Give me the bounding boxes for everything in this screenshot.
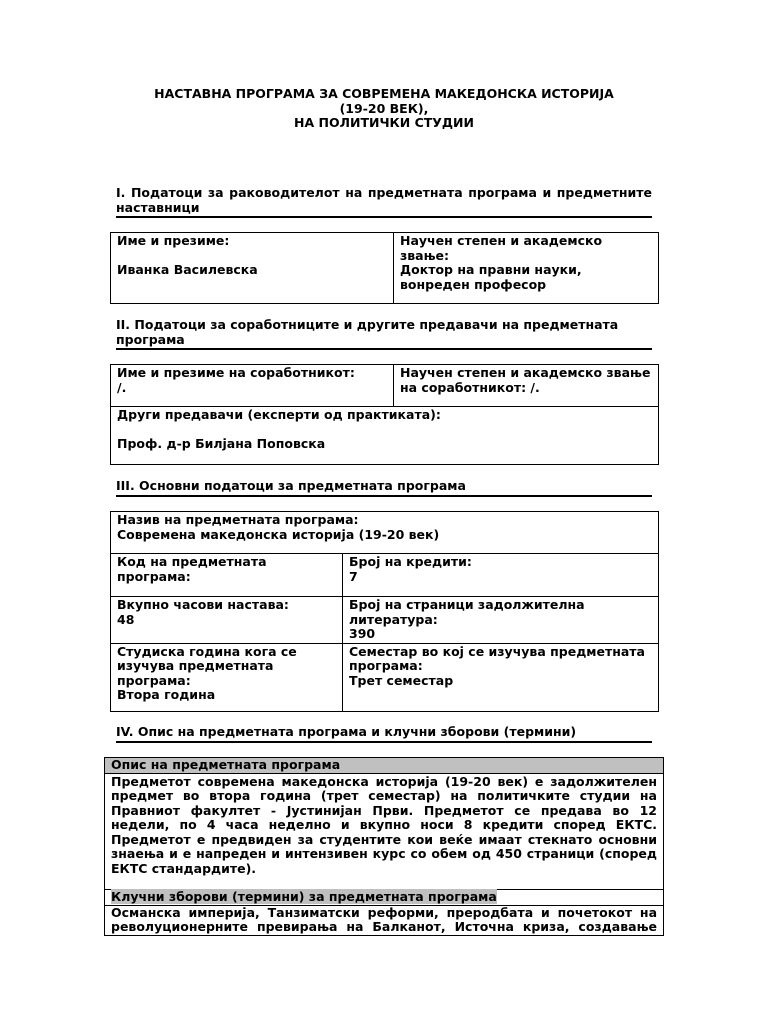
section-1-table <box>110 232 659 304</box>
pages-cell <box>343 597 659 644</box>
section-4-heading: IV. Опис на предметната програма и клучни зборови (термини) <box>116 725 652 743</box>
description-label: Опис на предметната програма <box>111 757 341 772</box>
credits-cell <box>343 554 659 597</box>
lead-name-value: Иванка Василевска <box>117 261 258 277</box>
hours-cell <box>111 597 343 644</box>
hours-label: Вкупно часови настава: <box>117 597 289 612</box>
section-4-table <box>104 757 664 936</box>
pages-label: Број на страници задолжителна литература: <box>349 597 585 627</box>
collab-degree-label: Научен степен и академско звање на соработникот: /. <box>400 365 651 395</box>
semester-value: Трет семестар <box>349 672 454 688</box>
lead-name-label: Име и презиме: <box>117 233 230 248</box>
collab-degree-cell <box>394 365 659 407</box>
program-name-cell <box>111 512 659 554</box>
other-lecturers-cell <box>111 407 659 465</box>
title-line-3: НА ПОЛИТИЧКИ СТУДИИ <box>294 115 474 130</box>
code-cell <box>111 554 343 597</box>
section-3-table <box>110 511 659 712</box>
keywords-text-cell <box>105 905 664 935</box>
credits-label: Број на кредити: <box>349 554 472 569</box>
keywords-text: Османска империја, Танзиматски реформи, преродбата и почетокот на револуционерните превирања на Балканот, Источна криза, создавање <box>111 904 657 934</box>
collab-name-value: /. <box>117 379 127 395</box>
title-line-2: (19-20 ВЕК), <box>339 100 429 116</box>
hours-value: 48 <box>117 611 135 627</box>
semester-label: Семестар во кој се изучува предметната програма: <box>349 643 645 673</box>
credits-value: 7 <box>349 568 358 584</box>
collab-name-label: Име и презиме на соработникот: <box>117 365 355 380</box>
other-lecturers-value: Проф. д-р Билјана Поповска <box>117 435 326 451</box>
lead-degree-cell <box>394 233 659 304</box>
description-text: Предметот современа македонска историја (19-20 век) е задолжителен предмет во втора година (трет семестар) на политичките студии на Правниот факултет - Јустинијан Први. Предметот се предава во 12 недели, по 4 часа неделно и вкупно носи 8 кредити според ЕКТС. Предметот е предвиден за студентите кои веќе имаат стекнато основни знаења и е напреден и интензивен курс со обем од 450 страници (според ЕКТС стандардите). <box>111 773 657 876</box>
lead-degree-value: Доктор на правни науки, вонреден професор <box>400 262 582 292</box>
section-2-table <box>110 364 659 465</box>
program-name-label: Назив на предметната програма: <box>117 512 359 527</box>
year-label: Студиска година кога се изучува предметната програма: <box>117 643 297 688</box>
other-lecturers-label: Други предавачи (експерти од практиката): <box>117 407 441 422</box>
lead-name-cell <box>111 233 394 304</box>
section-1-heading: I. Податоци за раководителот на предметната програма и предметните наставници <box>116 186 652 218</box>
collab-name-cell <box>111 365 394 407</box>
code-label: Код на предметната програма: <box>117 554 267 584</box>
pages-value: 390 <box>349 626 376 641</box>
year-cell <box>111 643 343 712</box>
program-name-value: Современа македонска историја (19-20 век) <box>117 526 440 542</box>
description-text-cell <box>105 773 664 890</box>
document-title <box>0 87 768 131</box>
semester-cell <box>343 643 659 712</box>
description-header-cell <box>105 758 664 774</box>
section-3-heading: III. Основни податоци за предметната програма <box>116 479 652 497</box>
keywords-header-cell <box>105 890 664 906</box>
section-2-heading: II. Податоци за соработниците и другите предавачи на предметната програма <box>116 318 652 350</box>
year-value: Втора година <box>117 687 216 702</box>
title-line-1: НАСТАВНА ПРОГРАМА ЗА СОВРЕМЕНА МАКЕДОНСКА ИСТОРИЈА <box>154 86 614 101</box>
keywords-label: Клучни зборови (термини) за предметната програма <box>111 889 497 904</box>
lead-degree-label: Научен степен и академско звање: <box>400 233 603 263</box>
